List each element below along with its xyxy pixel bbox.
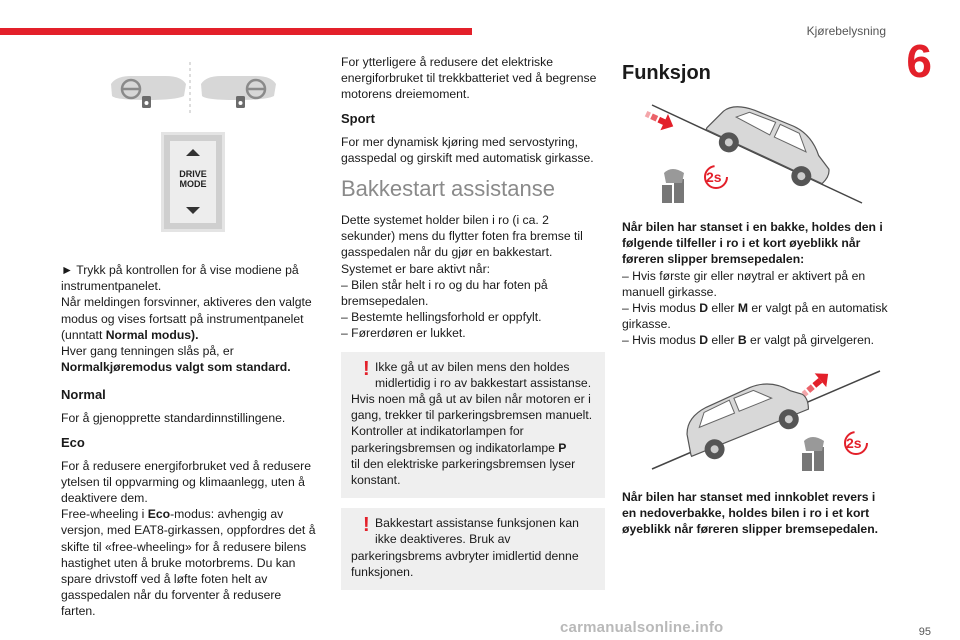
timer-label-2: 2s (846, 434, 862, 451)
column-middle (341, 54, 605, 600)
column-right (622, 58, 890, 545)
hill-item-1: – Bilen står helt i ro og du har foten på bremsepedalen. (341, 277, 548, 309)
eco-text-2a: Free-wheeling i (61, 507, 148, 522)
uphill-paragraph (622, 219, 890, 349)
eco-text (61, 458, 319, 620)
uphill-item-3a: – Hvis modus (622, 333, 700, 348)
steering-wheel-mode-illustration (61, 56, 319, 116)
sport-heading: Sport (341, 110, 375, 126)
uphill-car-illustration (622, 93, 890, 213)
intro-bold-2: Normalkjøremodus valgt som standard. (61, 360, 291, 375)
hill-text-2: Systemet er bare aktivt når: (341, 261, 491, 276)
timer-label: 2s (706, 169, 722, 185)
warning-body-3: parkeringsbrems avbryter imidlertid denne funksjonen. (351, 548, 579, 579)
arrow-icon (642, 106, 677, 135)
warning-icon: ! (363, 514, 370, 537)
column-left (61, 56, 319, 620)
watermark: carmanualsonline.info (560, 619, 724, 636)
downhill-lead: Når bilen har stanset med innkoblet revers i en nedoverbakke, holdes bilen i ro i et kort øyeblikk når føreren slipper bremsepedalen. (622, 489, 879, 537)
intro-bullet: ► Trykk på kontrollen for å vise modiene på instrumentpanelet. (61, 263, 299, 294)
eco-heading: Eco (61, 434, 85, 450)
hill-text-1: Dette systemet holder bilen i ro (i ca. 2 sekunder) mens du flytter foten fra bremse til gasspedalen når du gjør en bakkestart. (341, 213, 583, 260)
warning-text-1 (351, 359, 595, 489)
eco-text-2c: -modus: avhengig av versjon, med EAT8-girkassen, oppfordres det å skifte til «free-wheeling» for å redusere bilens hastighet uten å bruke motorbrems. Du kan spare drivstoff ved å løfte foten helt av gasspedalen når du forventer å redusere farten. (61, 507, 316, 619)
uphill-item-2a: – Hvis modus (622, 301, 700, 316)
mode-d-2: D (699, 333, 709, 348)
warning-lead: Ikke gå ut av bilen mens den holdes midlertidig i ro av bakkestart assistanse. (375, 359, 592, 390)
hill-start-text (341, 212, 605, 342)
warning-body: Hvis noen må gå ut av bilen når motoren er i gang, trekker til parkeringsbremsen manuelt. Kontroller at indikatorlampen for parkeringsbremsen og indikatorlampe (351, 392, 593, 455)
intro-text: Når meldingen forsvinner, aktiveres den valgte modus og vises fortsatt på instrumentpanelet (unntatt (61, 295, 312, 342)
warning-bold: P (558, 440, 567, 455)
uphill-item-3e: er valgt på girvelgeren. (746, 333, 875, 348)
paragraph (61, 262, 319, 375)
mode-d: D (699, 301, 709, 316)
warning-body-2: til den elektriske parkeringsbremsen lyser konstant. (351, 456, 576, 488)
eco-text-1: For å redusere energiforbruket ved å redusere ytelsen til oppvarming og klimaanlegg, uten å deaktivere dem. (61, 458, 311, 506)
hill-item-3: – Førerdøren er lukket. (341, 326, 466, 341)
normal-text: For å gjenopprette standardinnstillingene. (61, 411, 286, 426)
mode-b: B (737, 333, 747, 348)
eco-continued: For ytterligere å redusere det elektriske energiforbruket til trekkbatteriet ved å begrense motorens dreiemoment. (341, 55, 597, 102)
chevron-up-icon (186, 149, 200, 156)
chapter-number: 6 (906, 35, 932, 87)
page-number: 95 (918, 626, 931, 638)
chevron-down-icon (186, 207, 200, 214)
intro-bold: Normal modus). (105, 327, 199, 342)
uphill-item-2e: er valgt på en automatisk girkasse. (622, 301, 888, 332)
warning-note-2 (341, 508, 605, 590)
uphill-item-1: – Hvis første gir eller nøytral er aktivert på en manuell girkasse. (622, 268, 866, 299)
warning-note-1 (341, 352, 605, 499)
drive-mode-label-2: MODE (179, 179, 207, 189)
uphill-lead: Når bilen har stanset i en bakke, holdes den i følgende tilfeller i ro i et kort øyeblikk når føreren slipper bremsepedalen: (622, 220, 883, 267)
warning-text-2 (351, 515, 595, 580)
warning-lead-2: Bakkestart assistanse funksjonen kan ikke deaktiveres. Bruk av (375, 516, 579, 547)
chapter-title: Kjørebelysning (806, 24, 886, 38)
eco-bold: Eco (147, 507, 171, 522)
drive-mode-label-1: DRIVE (179, 169, 207, 179)
hill-item-2: – Bestemte hellingsforhold er oppfylt. (341, 310, 542, 325)
warning-icon: ! (363, 357, 370, 380)
drive-mode-panel (161, 132, 225, 232)
function-heading: Funksjon (622, 62, 711, 84)
hill-start-heading: Bakkestart assistanse (341, 176, 555, 202)
top-accent-bar (0, 28, 472, 35)
intro-text-2: Hver gang tenningen slås på, er (61, 344, 234, 359)
sport-text: For mer dynamisk kjøring med servostyring, gasspedal og girskift med automatisk girkasse. (341, 134, 594, 165)
normal-heading: Normal (61, 387, 106, 403)
mode-m: M (737, 301, 748, 316)
downhill-car-illustration (622, 357, 890, 481)
uphill-item-3c: eller (708, 333, 738, 348)
uphill-item-2c: eller (708, 301, 738, 316)
